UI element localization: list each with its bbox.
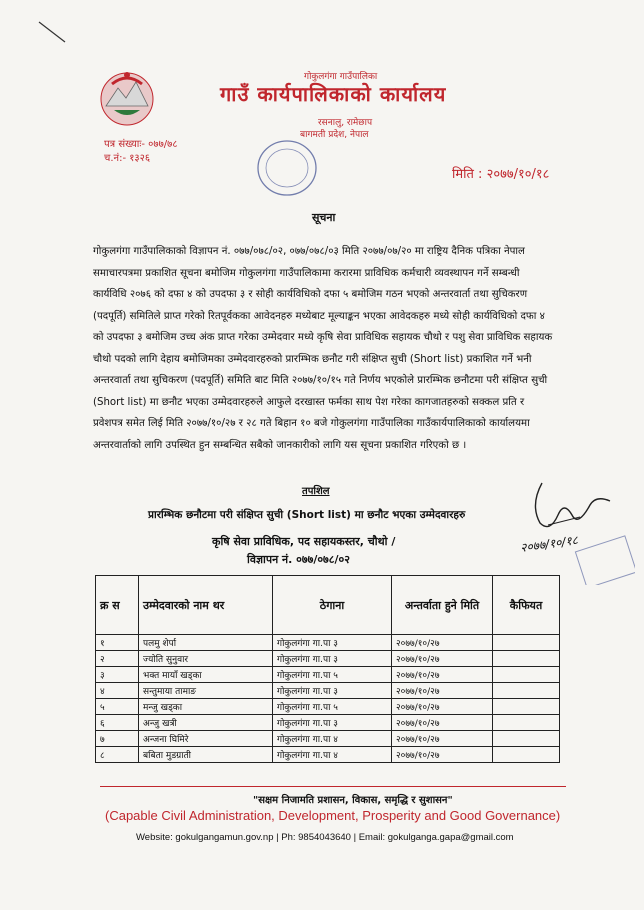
cell-name: अन्जु खत्री	[139, 715, 273, 731]
col-address: ठेगाना	[273, 576, 392, 635]
cell-remarks	[493, 747, 560, 763]
ad-number: विज्ञापन नं. ०७७/०७८/०२	[247, 553, 350, 566]
cell-date: २०७७/१०/२७	[392, 667, 493, 683]
table-row	[96, 635, 560, 651]
cell-address: गोकुलगंगा गा.पा ३	[273, 651, 392, 667]
cell-date: २०७७/१०/२७	[392, 699, 493, 715]
cell-address: गोकुलगंगा गा.पा ३	[273, 683, 392, 699]
table-row	[96, 715, 560, 731]
cell-date: २०७७/१०/२७	[392, 683, 493, 699]
table-row	[96, 747, 560, 763]
cell-sn: २	[96, 651, 139, 667]
cell-address: गोकुलगंगा गा.पा ३	[273, 715, 392, 731]
cell-remarks	[493, 635, 560, 651]
table-row	[96, 731, 560, 747]
cell-sn: ५	[96, 699, 139, 715]
cell-name: बबिता मुडग्राती	[139, 747, 273, 763]
cell-remarks	[493, 699, 560, 715]
signature-icon	[520, 475, 635, 585]
cell-sn: १	[96, 635, 139, 651]
notice-date: मिति : २०७७/१०/१८	[452, 167, 550, 182]
cell-address: गोकुलगंगा गा.पा ४	[273, 731, 392, 747]
cell-address: गोकुलगंगा गा.पा ४	[273, 747, 392, 763]
cell-name: ज्योति सुनुवार	[139, 651, 273, 667]
details-heading: तपशिल	[302, 486, 330, 497]
cell-address: गोकुलगंगा गा.पा ३	[273, 635, 392, 651]
table-header-row	[96, 576, 560, 635]
footer-contact: Website: gokulgangamun.gov.np | Ph: 9854043640 | Email: gokulganga.gapa@gmail.com	[136, 832, 514, 843]
cell-sn: ३	[96, 667, 139, 683]
applicant-table	[95, 575, 560, 763]
table-row	[96, 699, 560, 715]
office-stamp-icon	[255, 138, 319, 198]
cell-sn: ८	[96, 747, 139, 763]
col-sn: क्र स	[96, 576, 139, 635]
cell-name: भक्त मायाँ खड्का	[139, 667, 273, 683]
cell-remarks	[493, 683, 560, 699]
notice-heading: सूचना	[312, 211, 336, 224]
footer-divider	[100, 786, 566, 787]
cell-date: २०७७/१०/२७	[392, 651, 493, 667]
cell-name: मन्जु खड्का	[139, 699, 273, 715]
col-remarks: कैफियत	[493, 576, 560, 635]
cell-address: गोकुलगंगा गा.पा ५	[273, 699, 392, 715]
cell-remarks	[493, 731, 560, 747]
cell-name: अन्जना घिमिरे	[139, 731, 273, 747]
cell-remarks	[493, 715, 560, 731]
cell-sn: ६	[96, 715, 139, 731]
footer-tagline: (Capable Civil Administration, Development, Prosperity and Good Governance)	[105, 808, 561, 823]
col-name: उम्मेदवारको नाम थर	[139, 576, 273, 635]
cell-date: २०७७/१०/२७	[392, 747, 493, 763]
table-row	[96, 651, 560, 667]
address-line-2: बागमती प्रदेश, नेपाल	[300, 130, 369, 140]
corner-pen-mark	[38, 20, 68, 45]
footer-motto: "सक्षम निजामति प्रशासन, विकास, समृद्धि र सुशासन"	[253, 795, 453, 806]
signature-date: २०७७/१०/१८	[519, 533, 579, 555]
shortlist-subheading: प्रारम्भिक छनौटमा परी संक्षिप्त सुची (Short list) मा छनौट भएका उम्मेदवारहरु	[148, 509, 466, 521]
col-interview-date: अन्तर्वाता हुने मिति	[392, 576, 493, 635]
cell-remarks	[493, 651, 560, 667]
cell-remarks	[493, 667, 560, 683]
table-row	[96, 667, 560, 683]
cell-name: सन्तुमाया तामाङ	[139, 683, 273, 699]
cell-date: २०७७/१०/२७	[392, 731, 493, 747]
municipality-name: गोकुलगंगा गाउँपालिका	[304, 72, 378, 82]
cell-sn: ४	[96, 683, 139, 699]
nepal-emblem-icon	[96, 66, 158, 128]
dispatch-number: च.नं:- १३२६	[104, 153, 151, 164]
address-line-1: रसनालु, रामेछाप	[318, 118, 373, 128]
cell-address: गोकुलगंगा गा.पा ५	[273, 667, 392, 683]
office-title: गाउँ कार्यपालिकाको कार्यालय	[220, 82, 447, 106]
cell-name: पलमु शेर्पा	[139, 635, 273, 651]
post-title: कृषि सेवा प्राविधिक, पद सहायकस्तर, चौथो /	[212, 535, 396, 548]
notice-body: गोकुलगंगा गाउँपालिकाको विज्ञापन नं. ०७७/०७८/०२, ०७७/०७८/०३ मिति २०७७/०७/२० मा राष्ट्रिय दैनिक पत्रिका नेपाल समाचारपत्रमा प्रकाशित सूचना बमोजिम गोकुलगंगा गाउँपालिकामा करारमा प्राविधिक कर्मचारी व्यवस्थापन गर्ने सम्बन्धी कार्यविधि २०७६ को दफा ४ को उपदफा ३ र सोही कार्यविधिको दफा ५ बमोजिम गठन भएको अन्तरवार्ता तथा सुचिकरण (पदपूर्ति) समितिले प्राप्त गरेको रितपूर्वकका आवेदनहरु मध्येबाट मूल्याङ्कन भएका आवेदकहरु मध्ये सोही कार्यविधिको दफा ४ को उपदफा ३ बमोजिम उच्च अंक प्राप्त गरेका उम्मेदवार मध्ये कृषि सेवा प्राविधिक सहायक चौथो र पशु सेवा प्राविधिक सहायक चौथो पदको लागि देहाय बमोजिमका उम्मेदवारहरुको प्रारम्भिक छनौट गरी संक्षिप्त सुची (Short list) प्रकाशित गर्ने भनी अन्तरवार्ता तथा सुचिकरण (पदपूर्ति) समिति बाट मिति २०७७/१०/१५ गते निर्णय भएकोले प्रारम्भिक छनौटमा परी संक्षिप्त सुची (Short list) मा छनौट भएका उम्मेदवारहरुले आफुले दरखास्त फर्मका साथ पेश गरेका कागजातहरुको सक्कल प्रति र प्रवेशपत्र समेत लिई मिति २०७७/१०/२७ र २८ गते बिहान १० बजे गोकुलगंगा गाउँपालिका गाउँकार्यपालिकाको कार्यालयमा अन्तरवार्ताको लागि उपस्थित हुन सम्बन्धित सबैको जानकारीको लागि यस सूचना प्रकाशित गरिएको छ ।	[93, 246, 553, 451]
cell-date: २०७७/१०/२७	[392, 635, 493, 651]
fiscal-ref: पत्र संख्याः- ०७७/७८	[104, 139, 178, 150]
cell-date: २०७७/१०/२७	[392, 715, 493, 731]
cell-sn: ७	[96, 731, 139, 747]
table-row	[96, 683, 560, 699]
